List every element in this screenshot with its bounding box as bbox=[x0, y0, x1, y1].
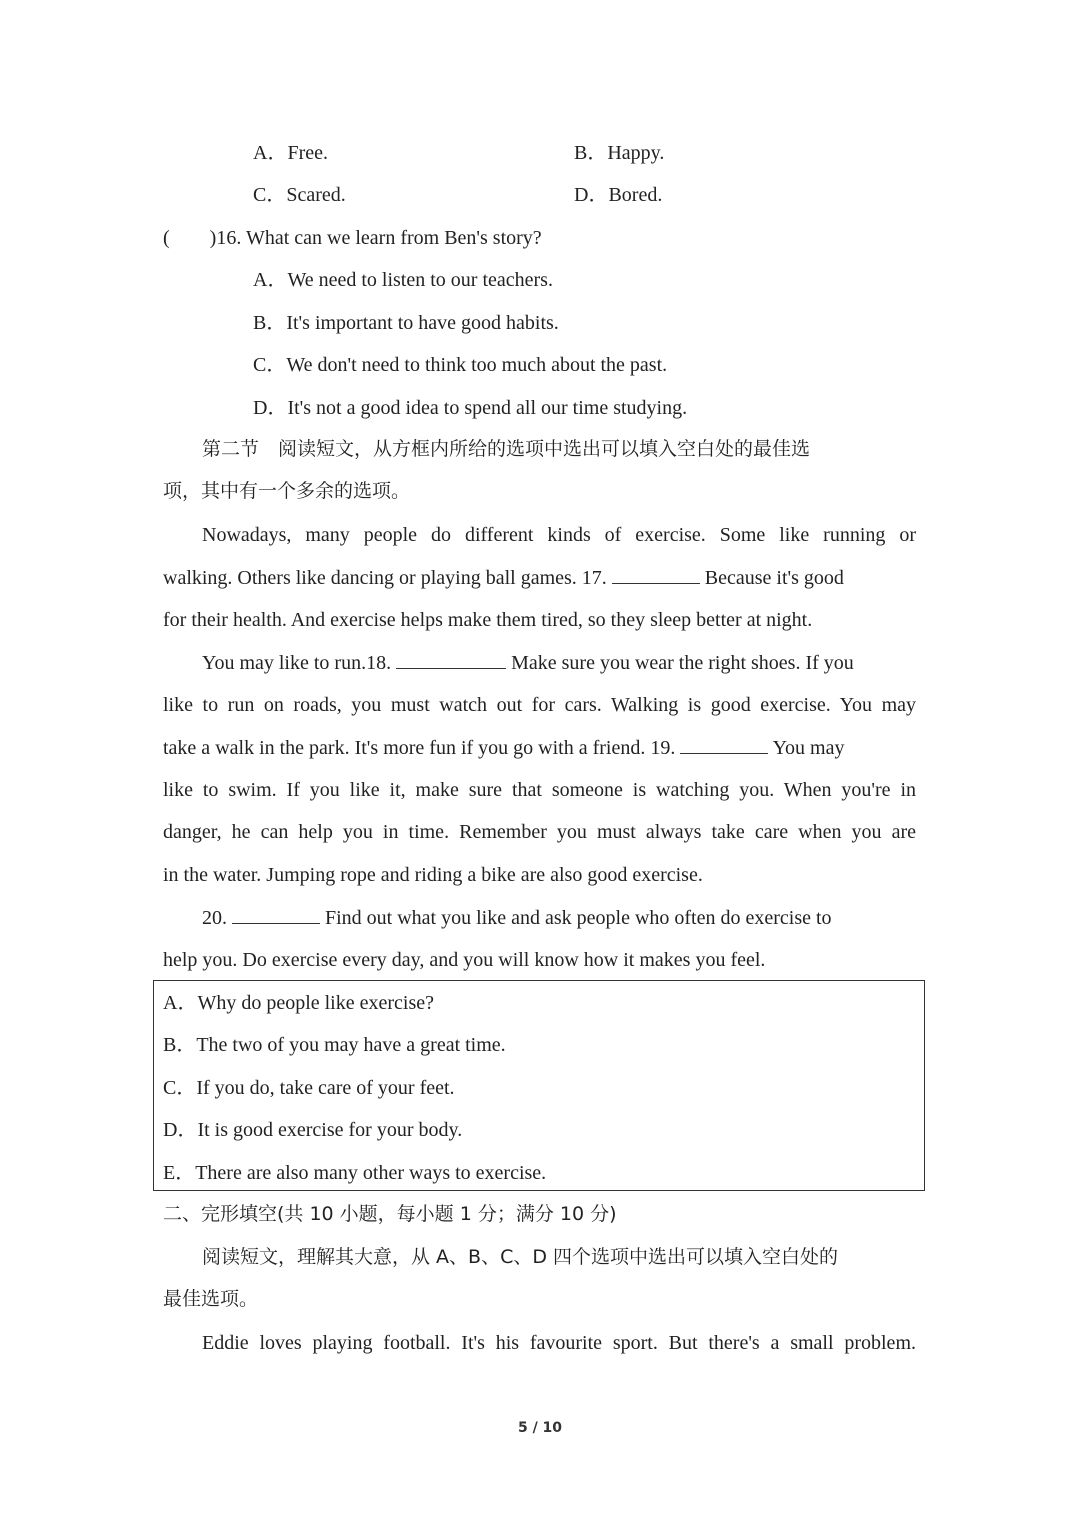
passage-line: Nowadays, many people do different kinds of exercise. Some like running or bbox=[202, 524, 916, 546]
section2-heading-line1: 第二节 阅读短文，从方框内所给的选项中选出可以填入空白处的最佳选 bbox=[202, 438, 811, 460]
passage-text: Find out what you like and ask people who often do exercise to bbox=[320, 907, 832, 929]
box-option-b: B．The two of you may have a great time. bbox=[163, 1034, 506, 1056]
blank-18[interactable] bbox=[396, 652, 506, 669]
q16-stem: ( )16. What can we learn from Ben's story? bbox=[163, 227, 542, 249]
part2-instruction-line1: 阅读短文，理解其大意，从 A、B、C、D 四个选项中选出可以填入空白处的 bbox=[202, 1246, 839, 1268]
q16-option-d: D．It's not a good idea to spend all our time studying. bbox=[253, 397, 688, 419]
passage-text: 20. bbox=[202, 907, 232, 929]
q16-option-a: A．We need to listen to our teachers. bbox=[253, 269, 553, 291]
q15-option-c: C．Scared. bbox=[253, 184, 346, 206]
passage-text: Make sure you wear the right shoes. If you bbox=[506, 652, 854, 674]
cloze-passage-line: Eddie loves playing football. It's his favourite sport. But there's a small problem. bbox=[202, 1332, 916, 1354]
passage-line-with-blank-20 bbox=[202, 907, 916, 928]
passage-line: danger, he can help you in time. Remember you must always take care when you are bbox=[163, 821, 916, 843]
passage-line: for their health. And exercise helps make them tired, so they sleep better at night. bbox=[163, 609, 813, 631]
passage-line: help you. Do exercise every day, and you will know how it makes you feel. bbox=[163, 949, 766, 971]
passage-text: You may like to run.18. bbox=[202, 652, 397, 674]
q15-option-d: D．Bored. bbox=[574, 184, 663, 206]
passage-line: like to swim. If you like it, make sure that someone is watching you. When you're in bbox=[163, 779, 916, 801]
passage-line: in the water. Jumping rope and riding a bike are also good exercise. bbox=[163, 864, 703, 886]
box-option-e: E．There are also many other ways to exercise. bbox=[163, 1162, 547, 1184]
blank-20[interactable] bbox=[232, 907, 320, 924]
passage-text: take a walk in the park. It's more fun if you go with a friend. 19. bbox=[163, 737, 681, 759]
passage-line: like to run on roads, you must watch out for cars. Walking is good exercise. You may bbox=[163, 694, 916, 716]
blank-19[interactable] bbox=[680, 737, 768, 754]
passage-line-with-blank-19 bbox=[163, 737, 916, 758]
q16-option-c: C．We don't need to think too much about the past. bbox=[253, 354, 668, 376]
box-option-d: D．It is good exercise for your body. bbox=[163, 1119, 463, 1141]
passage-line-with-blank-18 bbox=[202, 652, 916, 673]
blank-17[interactable] bbox=[612, 567, 700, 584]
passage-text: Because it's good bbox=[699, 567, 844, 589]
passage-line-with-blank-17 bbox=[163, 567, 916, 588]
part2-instruction-line2: 最佳选项。 bbox=[163, 1288, 259, 1310]
box-option-c: C．If you do, take care of your feet. bbox=[163, 1077, 455, 1099]
q15-option-b: B．Happy. bbox=[574, 142, 665, 164]
part2-heading: 二、完形填空(共 10 小题，每小题 1 分；满分 10 分) bbox=[163, 1203, 617, 1225]
passage-text: walking. Others like dancing or playing ball games. 17. bbox=[163, 567, 612, 589]
page-number: 5 / 10 bbox=[517, 1420, 563, 1436]
q16-option-b: B．It's important to have good habits. bbox=[253, 312, 559, 334]
passage-text: You may bbox=[768, 737, 845, 759]
section2-heading-line2: 项，其中有一个多余的选项。 bbox=[163, 480, 411, 502]
q15-option-a: A．Free. bbox=[253, 142, 328, 164]
box-option-a: A．Why do people like exercise? bbox=[163, 992, 435, 1014]
